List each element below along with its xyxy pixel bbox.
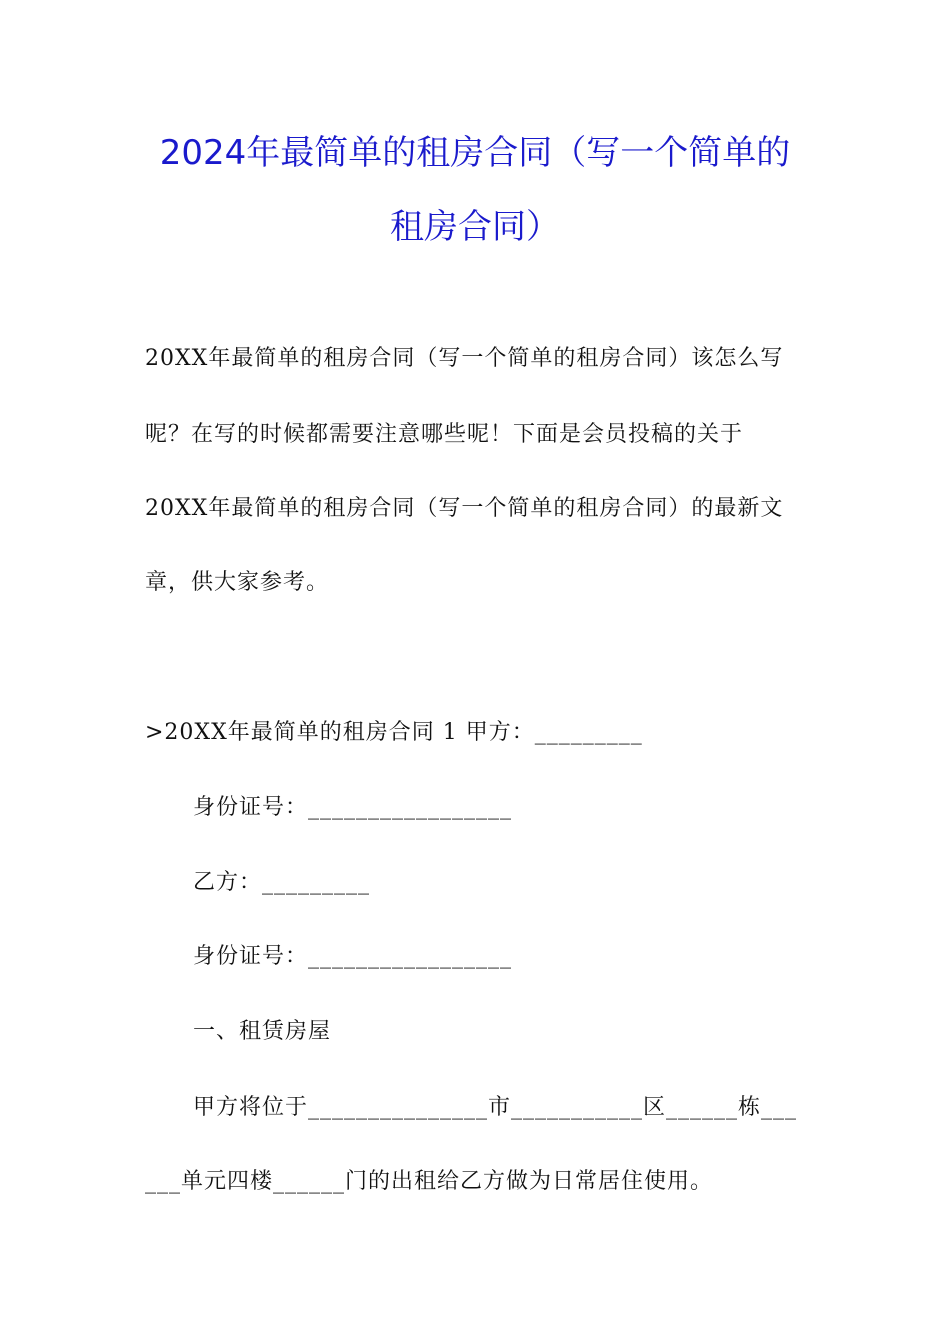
document-title-line-2: 租房合同）: [390, 207, 560, 247]
party-a-id: 身份证号：_________________: [193, 795, 513, 820]
section-1-heading: 一、租赁房屋: [193, 1019, 332, 1044]
intro-line-2: 呢？在写的时候都需要注意哪些呢！下面是会员投稿的关于: [145, 422, 744, 447]
document-title-line-1: 2024年最简单的租房合同（写一个简单的: [159, 133, 791, 173]
section-1-line-1: 甲方将位于_______________市___________区______栋___: [193, 1095, 798, 1120]
party-b: 乙方：_________: [193, 870, 371, 895]
party-b-id: 身份证号：_________________: [193, 944, 513, 969]
intro-line-3: 20XX年最简单的租房合同（写一个简单的租房合同）的最新文: [145, 496, 784, 521]
intro-line-4: 章，供大家参考。: [145, 570, 330, 595]
contract-header: >20XX年最简单的租房合同 1 甲方：_________: [145, 720, 643, 745]
intro-line-1: 20XX年最简单的租房合同（写一个简单的租房合同）该怎么写: [145, 346, 784, 371]
section-1-line-2: ___单元四楼______门的出租给乙方做为日常居住使用。: [145, 1169, 714, 1194]
